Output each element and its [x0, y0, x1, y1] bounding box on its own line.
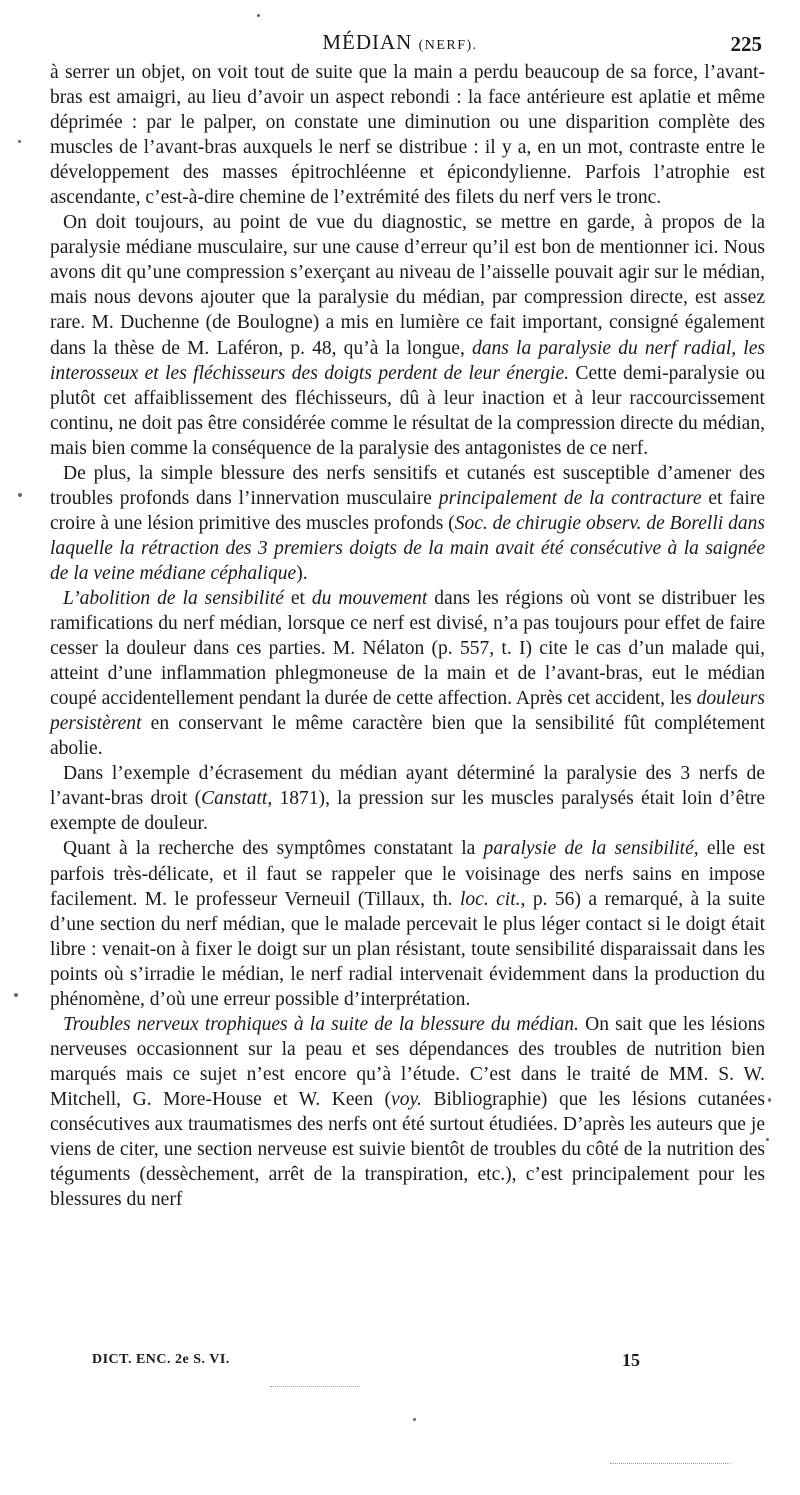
italic-run: loc. cit. — [459, 888, 521, 910]
scan-speck — [18, 140, 21, 143]
body-paragraph — [50, 210, 765, 460]
text-run: De plus, la simple blessure des nerfs sensitifs et cutanés est susceptible d’amener des troubles profonds dans l’innervation musculaire — [50, 462, 765, 509]
italic-run: douleurs persistèrent — [50, 688, 765, 735]
text-run: , elle est parfois très-délicate, et il faut se rappeler que le voisinage des nerfs sains en impose facilement. M. le professeur Verneuil (Tillaux, th. — [50, 838, 766, 910]
text-run: , 1871), la pression sur les muscles paralysés était loin d’être exempte de douleur. — [50, 788, 765, 835]
text-run: en conservant le même caractère bien que la sensibilité fût complétement abolie. — [50, 713, 765, 760]
scan-speck — [413, 1418, 416, 1421]
italic-run: Soc. de chirugie observ. de Borelli dans laquelle la rétraction des 3 premiers doigts de la main avait été consécutive à la saignée de la veine médiane céphalique — [50, 512, 765, 584]
page-footer — [0, 1352, 800, 1378]
page-number: 225 — [730, 32, 762, 56]
text-run: Dans l’exemple d’écrasement du médian ayant déterminé la paralysie des 3 nerfs de l’avant-bras droit ( — [50, 763, 765, 810]
italic-run: du mouvement — [311, 587, 428, 609]
text-run: à serrer un objet, on voit tout de suite que la main a perdu beaucoup de sa force, l’avant-bras est amaigri, au lieu d’avoir un aspect rebondi : la face antérieure est aplatie et même déprimée : par le palper, on constate une diminution ou une disparition complète des muscles de l’avant-bras auxquels le nerf se distribue : il y a, en un mot, contraste entre le développement des masses épitrochléenne et épicondylienne. Parfois l’atrophie est ascendante, c’est-à-dire chemine de l’extrémité des filets du nerf vers le tronc. — [50, 62, 765, 209]
text-run: et — [283, 587, 312, 609]
italic-run: principalement de la contracture — [438, 487, 702, 509]
body-paragraph — [50, 461, 765, 586]
text-run: On sait que les lésions nerveuses occasionnent sur la peau et ses dépendances des troubles de nutrition bien marqués mais ce sujet n’est encore qu’à l’étude. C’est dans le traité de MM. S. W. Mitchell, G. More-House et W. Keen ( — [50, 1013, 766, 1110]
text-run: Cette demi-paralysie ou plutôt cet affaiblissement des fléchisseurs, dû à leur inaction et à leur raccourcissement continu, ne doit pas être considérée comme le résultat de la compression directe du médian, mais bien comme la conséquence de la paralysie des antagonistes de ce nerf. — [50, 362, 765, 459]
body-paragraph — [50, 60, 765, 210]
running-title — [0, 30, 800, 55]
text-run: ). — [296, 562, 308, 584]
italic-run: Troubles nerveux trophiques à la suite de la blessure du médian. — [63, 1013, 579, 1035]
scan-speck — [768, 1098, 771, 1102]
italic-run: paralysie de la sensibilité — [483, 838, 694, 860]
scan-smudge — [610, 1463, 730, 1464]
body-paragraph — [50, 761, 765, 836]
text-run: Quant à la recherche des symptômes constatant la — [63, 838, 484, 860]
running-title-note: (NERF). — [418, 38, 478, 53]
body-paragraph — [50, 836, 765, 1011]
scan-smudge — [270, 1386, 360, 1387]
body-text — [50, 60, 765, 1212]
scan-speck — [14, 993, 18, 997]
italic-run: L’abolition de la sensibilité — [63, 587, 284, 609]
scan-speck — [766, 1138, 769, 1141]
body-paragraph — [50, 586, 765, 761]
text-run: , p. 56) a remarqué, à la suite d’une section du nerf médian, que le malade percevait le plus léger contact si le doigt était libre : venait-on à fixer le doigt sur un plan résistant, toute sensibilité disparaissait dans les points où s’irradie le médian, le nerf radial intervenait évidemment dans la production du phénomène, d’où une erreur possible d’interprétation. — [50, 888, 765, 1010]
italic-run: voy. — [391, 1088, 422, 1110]
scan-speck — [18, 493, 22, 497]
text-run: dans les régions où vont se distribuer les ramifications du nerf médian, lorsque ce nerf est divisé, n’a pas toujours pour effet de faire cesser la douleur dans ces parties. M. Nélaton (p. 557, t. I) cite le cas d’un malade qui, atteint d’une inflammation phlegmoneuse de la main et de l’avant-bras, eut le médian coupé accidentellement pendant la durée de cette affection. Après cet accident, les — [50, 587, 765, 710]
running-head — [0, 30, 800, 56]
running-title-text: MÉDIAN — [322, 30, 413, 54]
italic-run: Canstatt — [201, 788, 268, 810]
scan-speck — [257, 14, 260, 17]
text-run: On doit toujours, au point de vue du diagnostic, se mettre en garde, à propos de la paralysie médiane musculaire, sur une cause d’erreur qu’il est bon de mentionner ici. Nous avons dit qu’une compression s’exerçant au niveau de l’aisselle pouvait agir sur le médian, mais nous devons ajouter que la paralysie du médian, par compression directe, est assez rare. M. Duchenne (de Boulogne) a mis en lumière ce fait important, consigné également dans la thèse de M. Laféron, p. 48, qu’à la longue, — [50, 212, 765, 359]
body-paragraph — [50, 1012, 765, 1212]
italic-run: dans la paralysie du nerf radial, les interosseux et les fléchisseurs des doigts perdent de leur énergie. — [50, 337, 765, 384]
text-run: et faire croire à une lésion primitive des muscles profonds ( — [50, 487, 766, 534]
sheet-number: 15 — [622, 1350, 640, 1370]
text-run: Bibliographie) que les lésions cutanées consécutives aux traumatismes des nerfs ont été surtout étudiées. D’après les auteurs que je viens de citer, une section nerveuse est suivie bientôt de troubles du côté de la nutrition des téguments (dessèchement, arrêt de la transpiration, etc.), c’est principalement pour les blessures du nerf — [50, 1088, 765, 1211]
printer-signature: DICT. ENC. 2e S. VI. — [92, 1352, 230, 1367]
